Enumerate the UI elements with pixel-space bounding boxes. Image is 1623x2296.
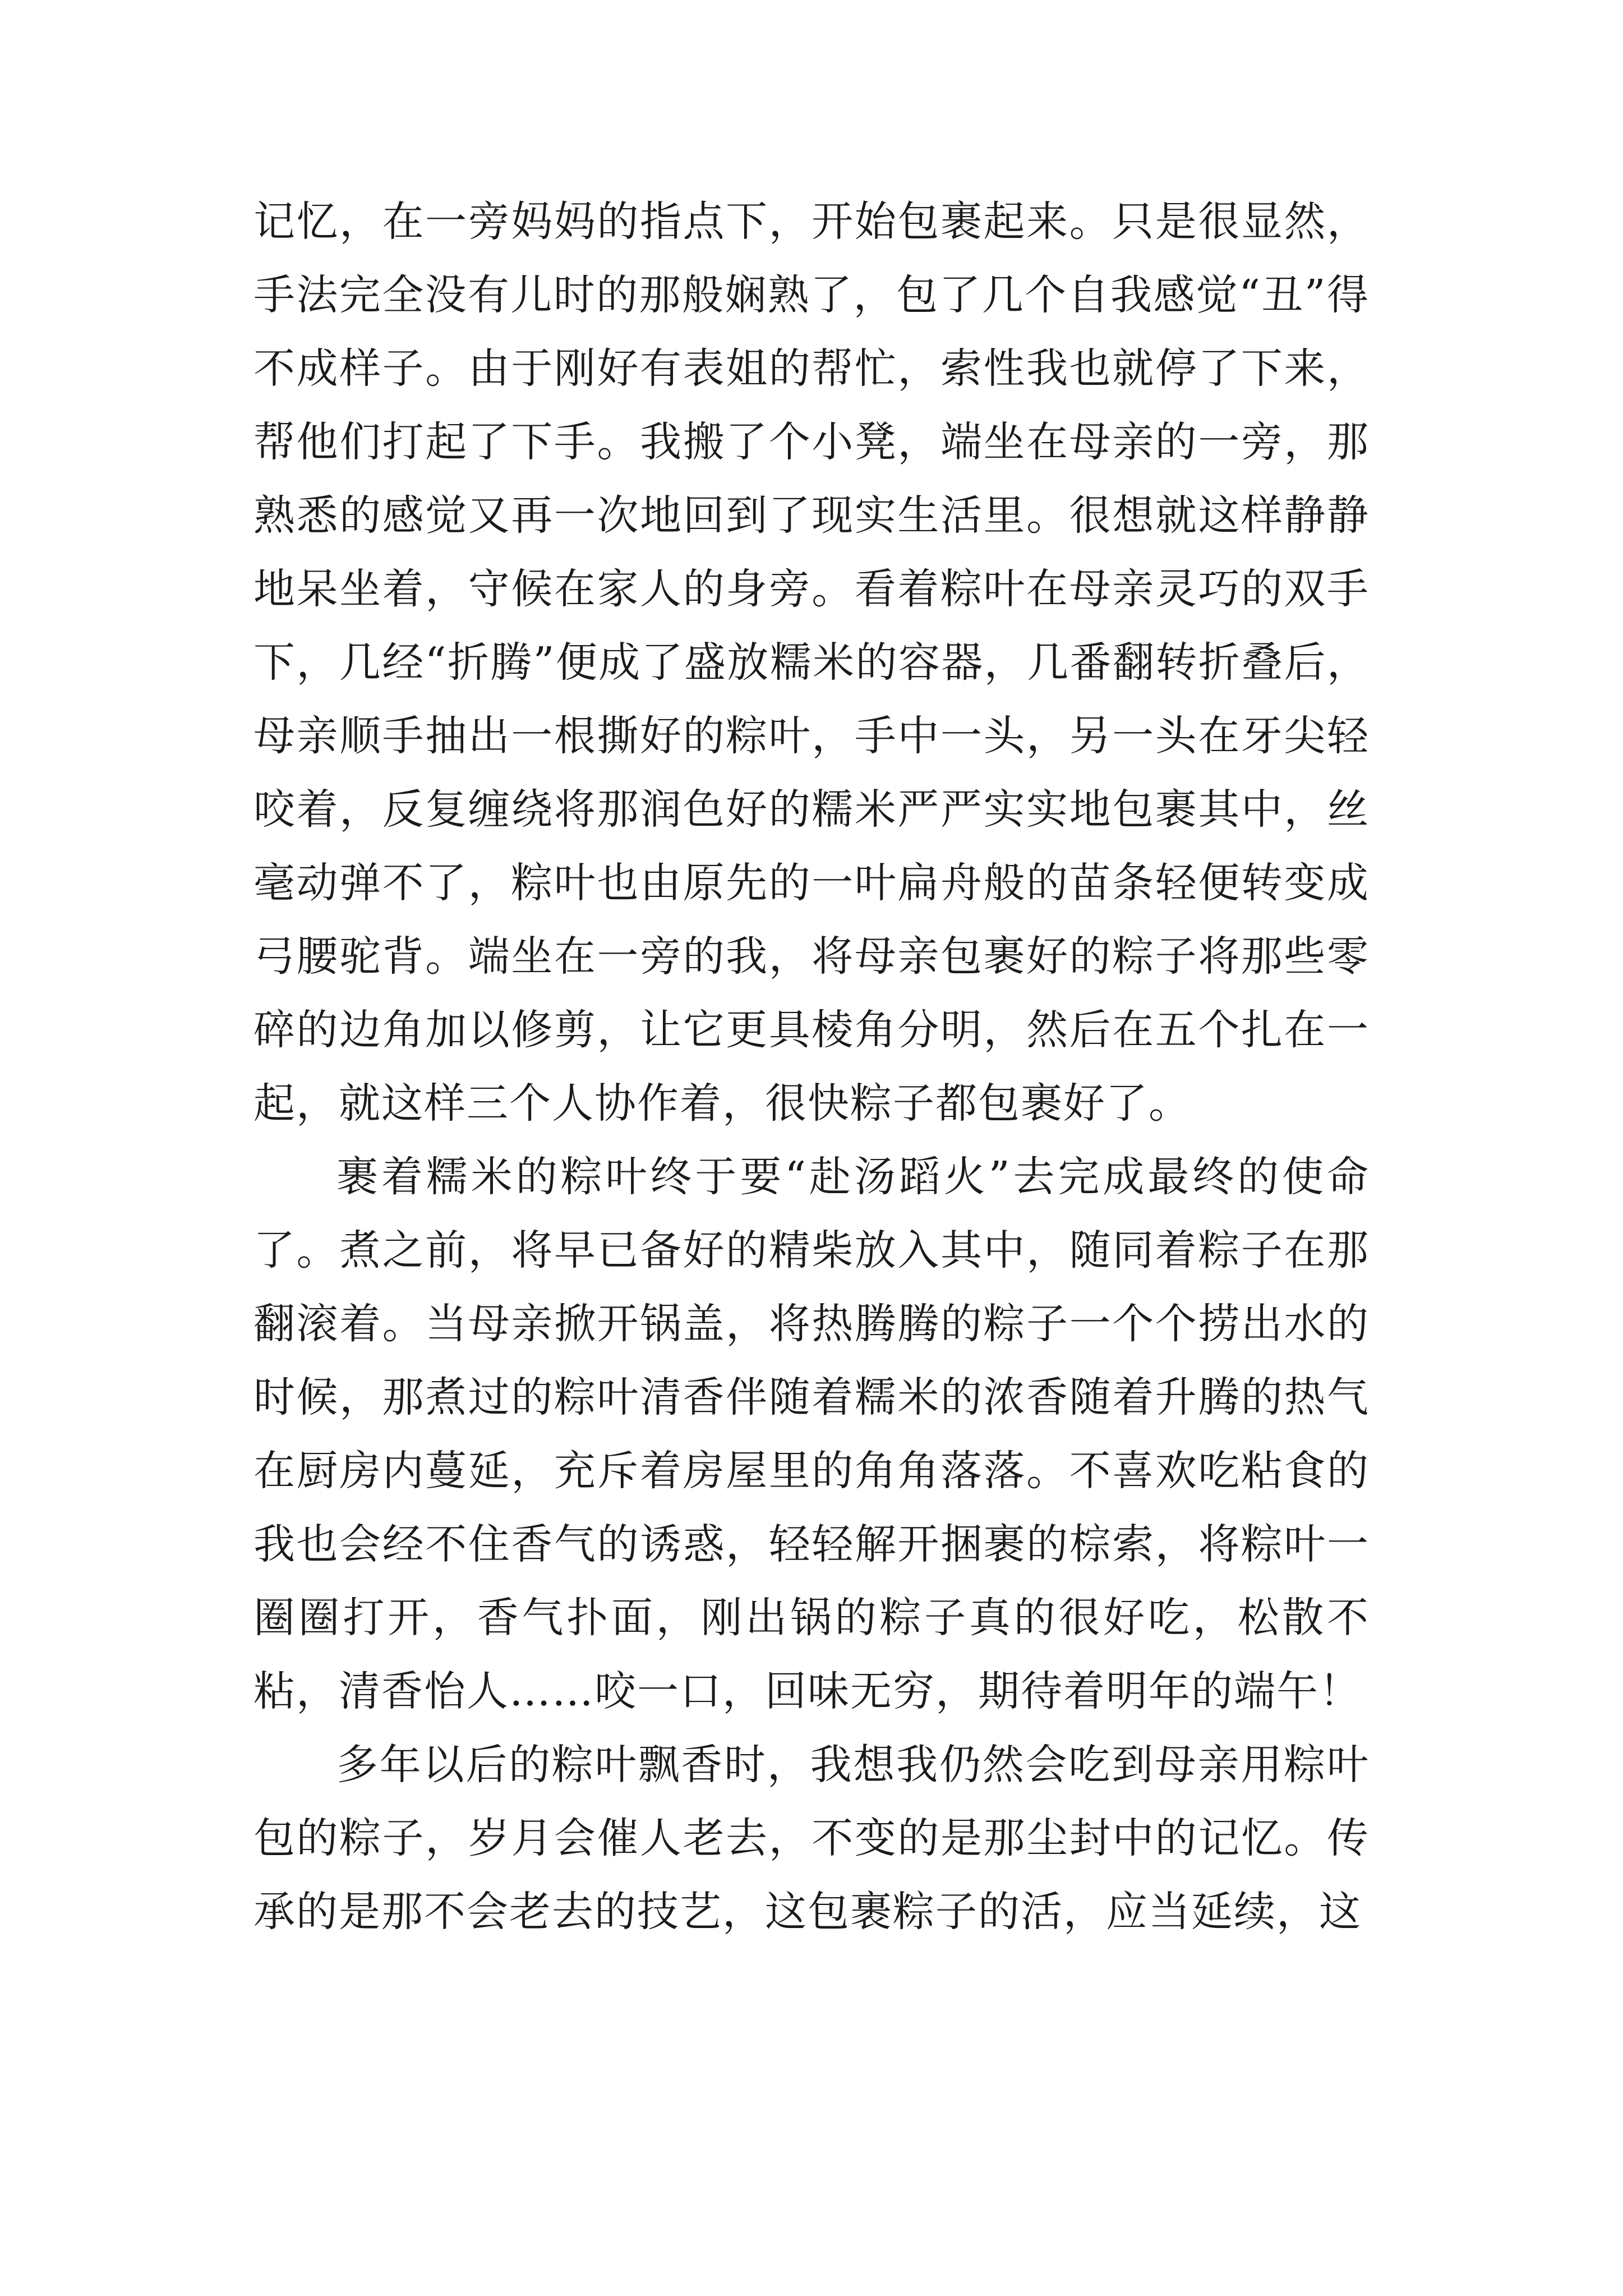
- paragraph-1: 记忆，在一旁妈妈的指点下，开始包裹起来。只是很显然，手法完全没有儿时的那般娴熟了，包了几个自我感觉“丑”得不成样子。由于刚好有表姐的帮忙，索性我也就停了下来，帮他们打起了下手。我搬了个小凳，端坐在母亲的一旁，那熟悉的感觉又再一次地回到了现实生活里。很想就这样静静地呆坐着，守候在家人的身旁。看着粽叶在母亲灵巧的双手下，几经“折腾”便成了盛放糯米的容器，几番翻转折叠后，母亲顺手抽出一根撕好的粽叶，手中一头，另一头在牙尖轻咬着，反复缠绕将那润色好的糯米严严实实地包裹其中，丝毫动弹不了，粽叶也由原先的一叶扁舟般的苗条轻便转变成弓腰驼背。端坐在一旁的我，将母亲包裹好的粽子将那些零碎的边角加以修剪，让它更具棱角分明，然后在五个扎在一起，就这样三个人协作着，很快粽子都包裹好了。: [253, 197, 1370, 1128]
- paragraph-3: 多年以后的粽叶飘香时，我想我仍然会吃到母亲用粽叶包的粽子，岁月会催人老去，不变的是那尘封中的记忆。传承的是那不会老去的技艺，这包裹粽子的活，应当延续，这: [253, 1741, 1370, 1936]
- paragraph-2: 裹着糯米的粽叶终于要“赴汤蹈火”去完成最终的使命了。煮之前，将早已备好的精柴放入其中，随同着粽子在那翻滚着。当母亲掀开锅盖，将热腾腾的粽子一个个捞出水的时候，那煮过的粽叶清香伴随着糯米的浓香随着升腾的热气在厨房内蔓延，充斥着房屋里的角角落落。不喜欢吃粘食的我也会经不住香气的诱惑，轻轻解开捆裹的棕索，将粽叶一圈圈打开，香气扑面，刚出锅的粽子真的很好吃，松散不粘，清香怡人……咬一口，回味无穷，期待着明年的端午！: [253, 1153, 1370, 1715]
- body-text: [253, 185, 1370, 1949]
